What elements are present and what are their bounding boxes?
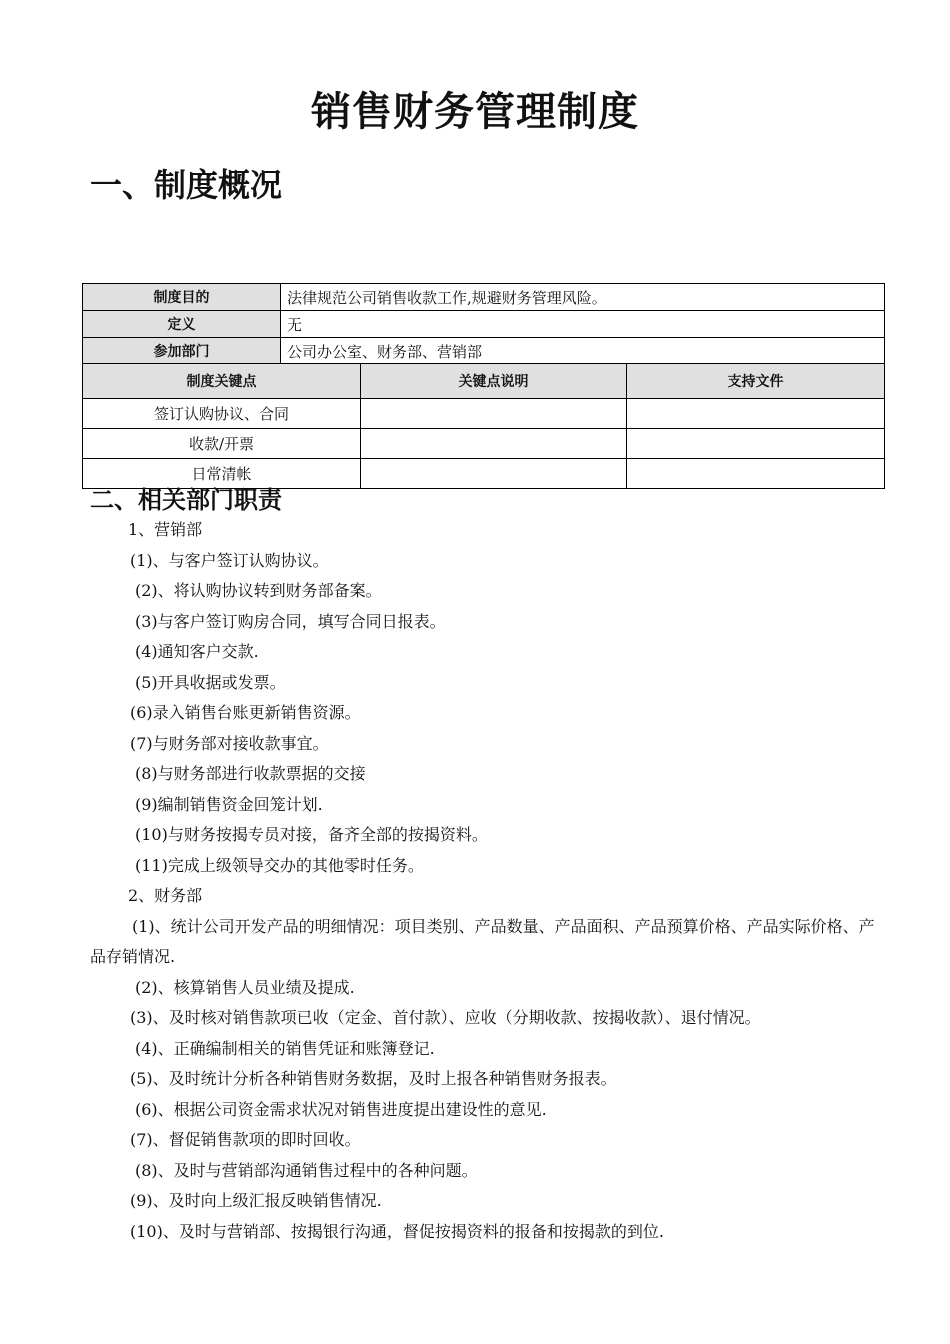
table-cell: [361, 459, 627, 489]
subheading-finance: 2、财务部: [128, 886, 203, 905]
row-label: 制度目的: [83, 284, 281, 311]
list-item: (1)、统计公司开发产品的明细情况：项目类别、产品数量、产品面积、产品预算价格、产品实际价格、产品存销情况.: [90, 916, 875, 966]
list-item: (8)、及时与营销部沟通销售过程中的各种问题。: [135, 1160, 478, 1180]
list-item: (6)、根据公司资金需求状况对销售进度提出建设性的意见.: [135, 1099, 547, 1119]
overview-table: [82, 283, 885, 365]
table-cell: [361, 429, 627, 459]
list-item: (2)、将认购协议转到财务部备案。: [135, 581, 382, 600]
column-header: 关键点说明: [361, 364, 627, 399]
table-cell: [627, 429, 885, 459]
list-item: (7)、督促销售款项的即时回收。: [130, 1130, 361, 1149]
list-item: (10)、及时与营销部、按揭银行沟通，督促按揭资料的报备和按揭款的到位.: [130, 1221, 664, 1241]
table-cell: [361, 399, 627, 429]
section-heading-overview: 一、制度概况: [90, 166, 283, 204]
table-cell: 签订认购协议、合同: [83, 399, 361, 429]
row-label: 参加部门: [83, 338, 281, 365]
list-item: (8)与财务部进行收款票据的交接: [135, 764, 366, 783]
table-row: [83, 399, 885, 429]
row-label: 定义: [83, 311, 281, 338]
list-item: (2)、核算销售人员业绩及提成.: [135, 977, 355, 997]
list-item: (5)、及时统计分析各种销售财务数据，及时上报各种销售财务报表。: [130, 1069, 617, 1088]
list-item: (7)与财务部对接收款事宜。: [130, 733, 329, 753]
list-item: (6)录入销售台账更新销售资源。: [130, 703, 361, 722]
row-value: 公司办公室、财务部、营销部: [281, 338, 885, 365]
list-item: (4)通知客户交款.: [135, 642, 259, 661]
list-item: (5)开具收据或发票。: [135, 672, 286, 692]
list-item: (9)编制销售资金回笼计划.: [135, 794, 323, 814]
table-row: [83, 429, 885, 459]
document-title: 销售财务管理制度: [311, 89, 639, 135]
list-item: (3)、及时核对销售款项已收（定金、首付款）、应收（分期收款、按揭收款）、退付情况。: [130, 1008, 761, 1027]
table-cell: [627, 459, 885, 489]
table-row: [83, 338, 885, 365]
table-header-row: [83, 364, 885, 399]
table-row: [83, 284, 885, 311]
column-header: 支持文件: [627, 364, 885, 399]
table-cell: 收款/开票: [83, 429, 361, 459]
list-item: (9)、及时向上级汇报反映销售情况.: [130, 1191, 382, 1210]
row-value: 无: [281, 311, 885, 338]
table-cell: [627, 399, 885, 429]
table-row: [83, 311, 885, 338]
table-cell: 日常清帐: [83, 459, 361, 489]
section-heading-responsibilities: 二、相关部门职责: [90, 486, 282, 514]
subheading-marketing: 1、营销部: [128, 520, 203, 539]
list-item: (1)、与客户签订认购协议。: [130, 550, 329, 570]
list-item: (3)与客户签订购房合同，填写合同日报表。: [135, 611, 446, 631]
list-item: (4)、正确编制相关的销售凭证和账簿登记.: [135, 1038, 435, 1058]
list-item: (11)完成上级领导交办的其他零时任务。: [135, 855, 424, 875]
key-points-table: [82, 363, 885, 489]
column-header: 制度关键点: [83, 364, 361, 399]
list-item: (10)与财务按揭专员对接，备齐全部的按揭资料。: [135, 825, 488, 844]
row-value: 法律规范公司销售收款工作,规避财务管理风险。: [281, 284, 885, 311]
responsibilities-body: [90, 515, 890, 1247]
